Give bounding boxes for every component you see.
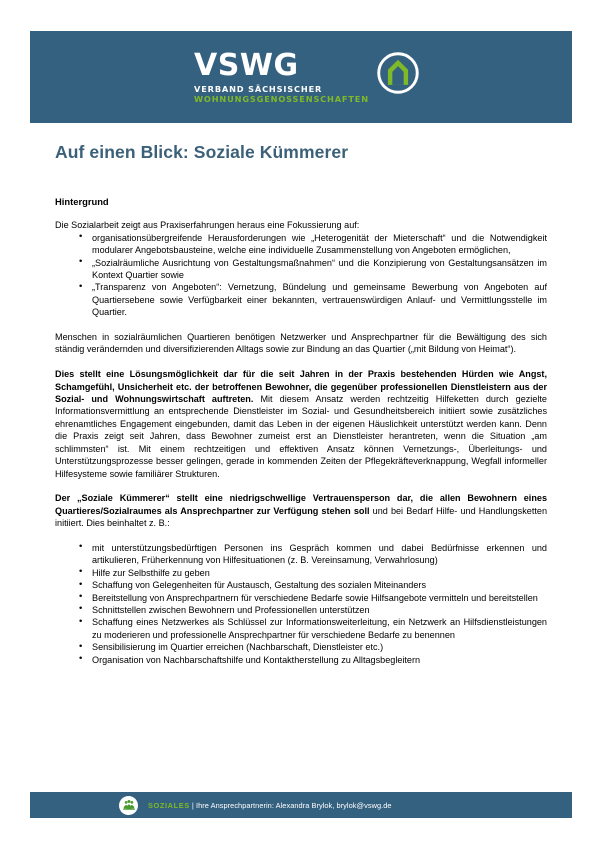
list-item: • Schnittstellen zwischen Bewohnern und Professionellen unterstützen: [55, 604, 547, 616]
paragraph-role-bold: Der „Soziale Kümmerer“ stellt eine niedrigschwellige Vertrauensperson dar, die allen Bewohnern eines Quartieres/Sozialraumes als Ansprechpartner zur Verfügung stehen soll: [55, 493, 547, 516]
footer-category: SOZIALES: [148, 800, 190, 810]
logo-wordmark: VSWG: [194, 47, 299, 83]
paragraph-solution-rest: Mit diesem Ansatz werden rechtzeitig Hilfeketten durch gezielte Informationsvermittlung an entsprechende Dienstleister im Sozial- und Gesundheitsbereich initiiert sowie zusätzliches ehrenamtliches Engagement eingebunden, damit das Leben in der eigenen Häuslichkeit unterstützt werden kann. Denn die Praxis zeigt seit Jahren, dass Bewohner zumeist erst an Dienstleister herantreten, wenn die Situation „am schlimmsten“ ist. Mit einem rechtzeitigen und effektiven Ansatz können Vernetzungs-, Überleitungs- und Unterstützungsprozesse besser gelingen, gerade in kommenden Zeiten der Pflegekräfteverknappung, Wegfall informeller Hilfesysteme sowie familiärer Strukturen.: [55, 394, 547, 479]
footer-bar: [30, 792, 572, 818]
task-bullet-list: [55, 542, 547, 666]
footer-contact[interactable]: Ihre Ansprechpartnerin: Alexandra Brylok, brylok@vswg.de: [195, 800, 392, 810]
list-item: • Schaffung eines Netzwerkes als Schlüssel zur Informationsweiterleitung, ein Netzwerk an Hilfsdienstleistungen zu moderieren und professionelle Ansprechpartner für verschiedene Bedarfe zu benennen: [55, 616, 547, 641]
logo-subtitle-line2: WOHNUNGSGENOSSENSCHAFTEN: [194, 94, 369, 104]
list-item: • mit unterstützungsbedürftigen Personen ins Gespräch kommen und dabei Bedürfnisse erkennen und artikulieren, Früherkennung von Hilfesituationen (z. B. Vereinsamung, Verwahrlosung): [55, 542, 547, 567]
paragraph-solution-bold: Dies stellt eine Lösungsmöglichkeit dar für die seit Jahren in der Praxis bestehenden Hürden wie Angst, Schamgefühl, Unsicherheit etc. der betroffenen Bewohner, die gegenüber professionellen Dienstleistern aus der Sozial- und Wohnungswirtschaft auftreten.: [55, 369, 547, 405]
paragraph-needs: Menschen in sozialräumlichen Quartieren benötigen Netzwerker und Ansprechpartner für die Bewältigung des sich ständig verändernden und diversifizierenden Alltags sowie zur Bindung an das Quartier („mit Bildung von Heimat“).: [55, 332, 547, 355]
paragraph-role-rest: und bei Bedarf Hilfe- und Handlungsketten initiiert. Dies beinhaltet z. B.:: [55, 505, 547, 529]
intro-paragraph: Die Sozialarbeit zeigt aus Praxiserfahrungen heraus eine Fokussierung auf:: [55, 220, 360, 231]
footer-separator: |: [191, 800, 194, 810]
page-title: Auf einen Blick: Soziale Kümmerer: [55, 142, 349, 162]
house-in-circle-icon: [376, 51, 420, 95]
list-item: • Bereitstellung von Ansprechpartnern für verschiedene Bedarfe sowie Hilfsangebote vermitteln und bereitstellen: [55, 592, 547, 604]
focus-bullet-list: [55, 232, 547, 319]
list-item: • Hilfe zur Selbsthilfe zu geben: [55, 567, 547, 579]
list-item: • „Transparenz von Angeboten“: Vernetzung, Bündelung und gemeinsame Bewerbung von Angeboten auf Quartiersebene sowie Verfügbarkeit einer bekannten, vertrauenswürdigen Anlauf- und Vermittlungsstelle im Quartier.: [55, 281, 547, 318]
section-heading-hintergrund: Hintergrund: [55, 196, 109, 207]
paragraph-role: [55, 492, 547, 529]
list-item: • Schaffung von Gelegenheiten für Austausch, Gestaltung des sozialen Miteinanders: [55, 579, 547, 591]
vswg-logo: [194, 47, 420, 104]
list-item: • Sensibilisierung im Quartier erreichen (Nachbarschaft, Dienstleister etc.): [55, 641, 547, 653]
logo-text-block: [194, 47, 369, 104]
social-people-glyph: [122, 798, 136, 812]
header-banner: [30, 31, 572, 123]
document-body: [55, 196, 547, 666]
footer-text: [148, 801, 392, 810]
social-people-icon: [119, 796, 138, 815]
list-item: • organisationsübergreifende Herausforderungen wie „Heterogenität der Mieterschaft“ und die Notwendigkeit modularer Angebotsbausteine, welche eine individuelle Zusammenstellung von Angeboten ermöglichen,: [55, 232, 547, 257]
logo-subtitle-line1: VERBAND SÄCHSISCHER: [194, 83, 323, 94]
paragraph-solution: [55, 368, 547, 480]
list-item: • „Sozialräumliche Ausrichtung von Gestaltungsmaßnahmen“ und die Konzipierung von Gestaltungsansätzen im Kontext Quartier sowie: [55, 257, 547, 282]
list-item: • Organisation von Nachbarschaftshilfe und Kontaktherstellung zu Alltagsbegleitern: [55, 654, 547, 666]
